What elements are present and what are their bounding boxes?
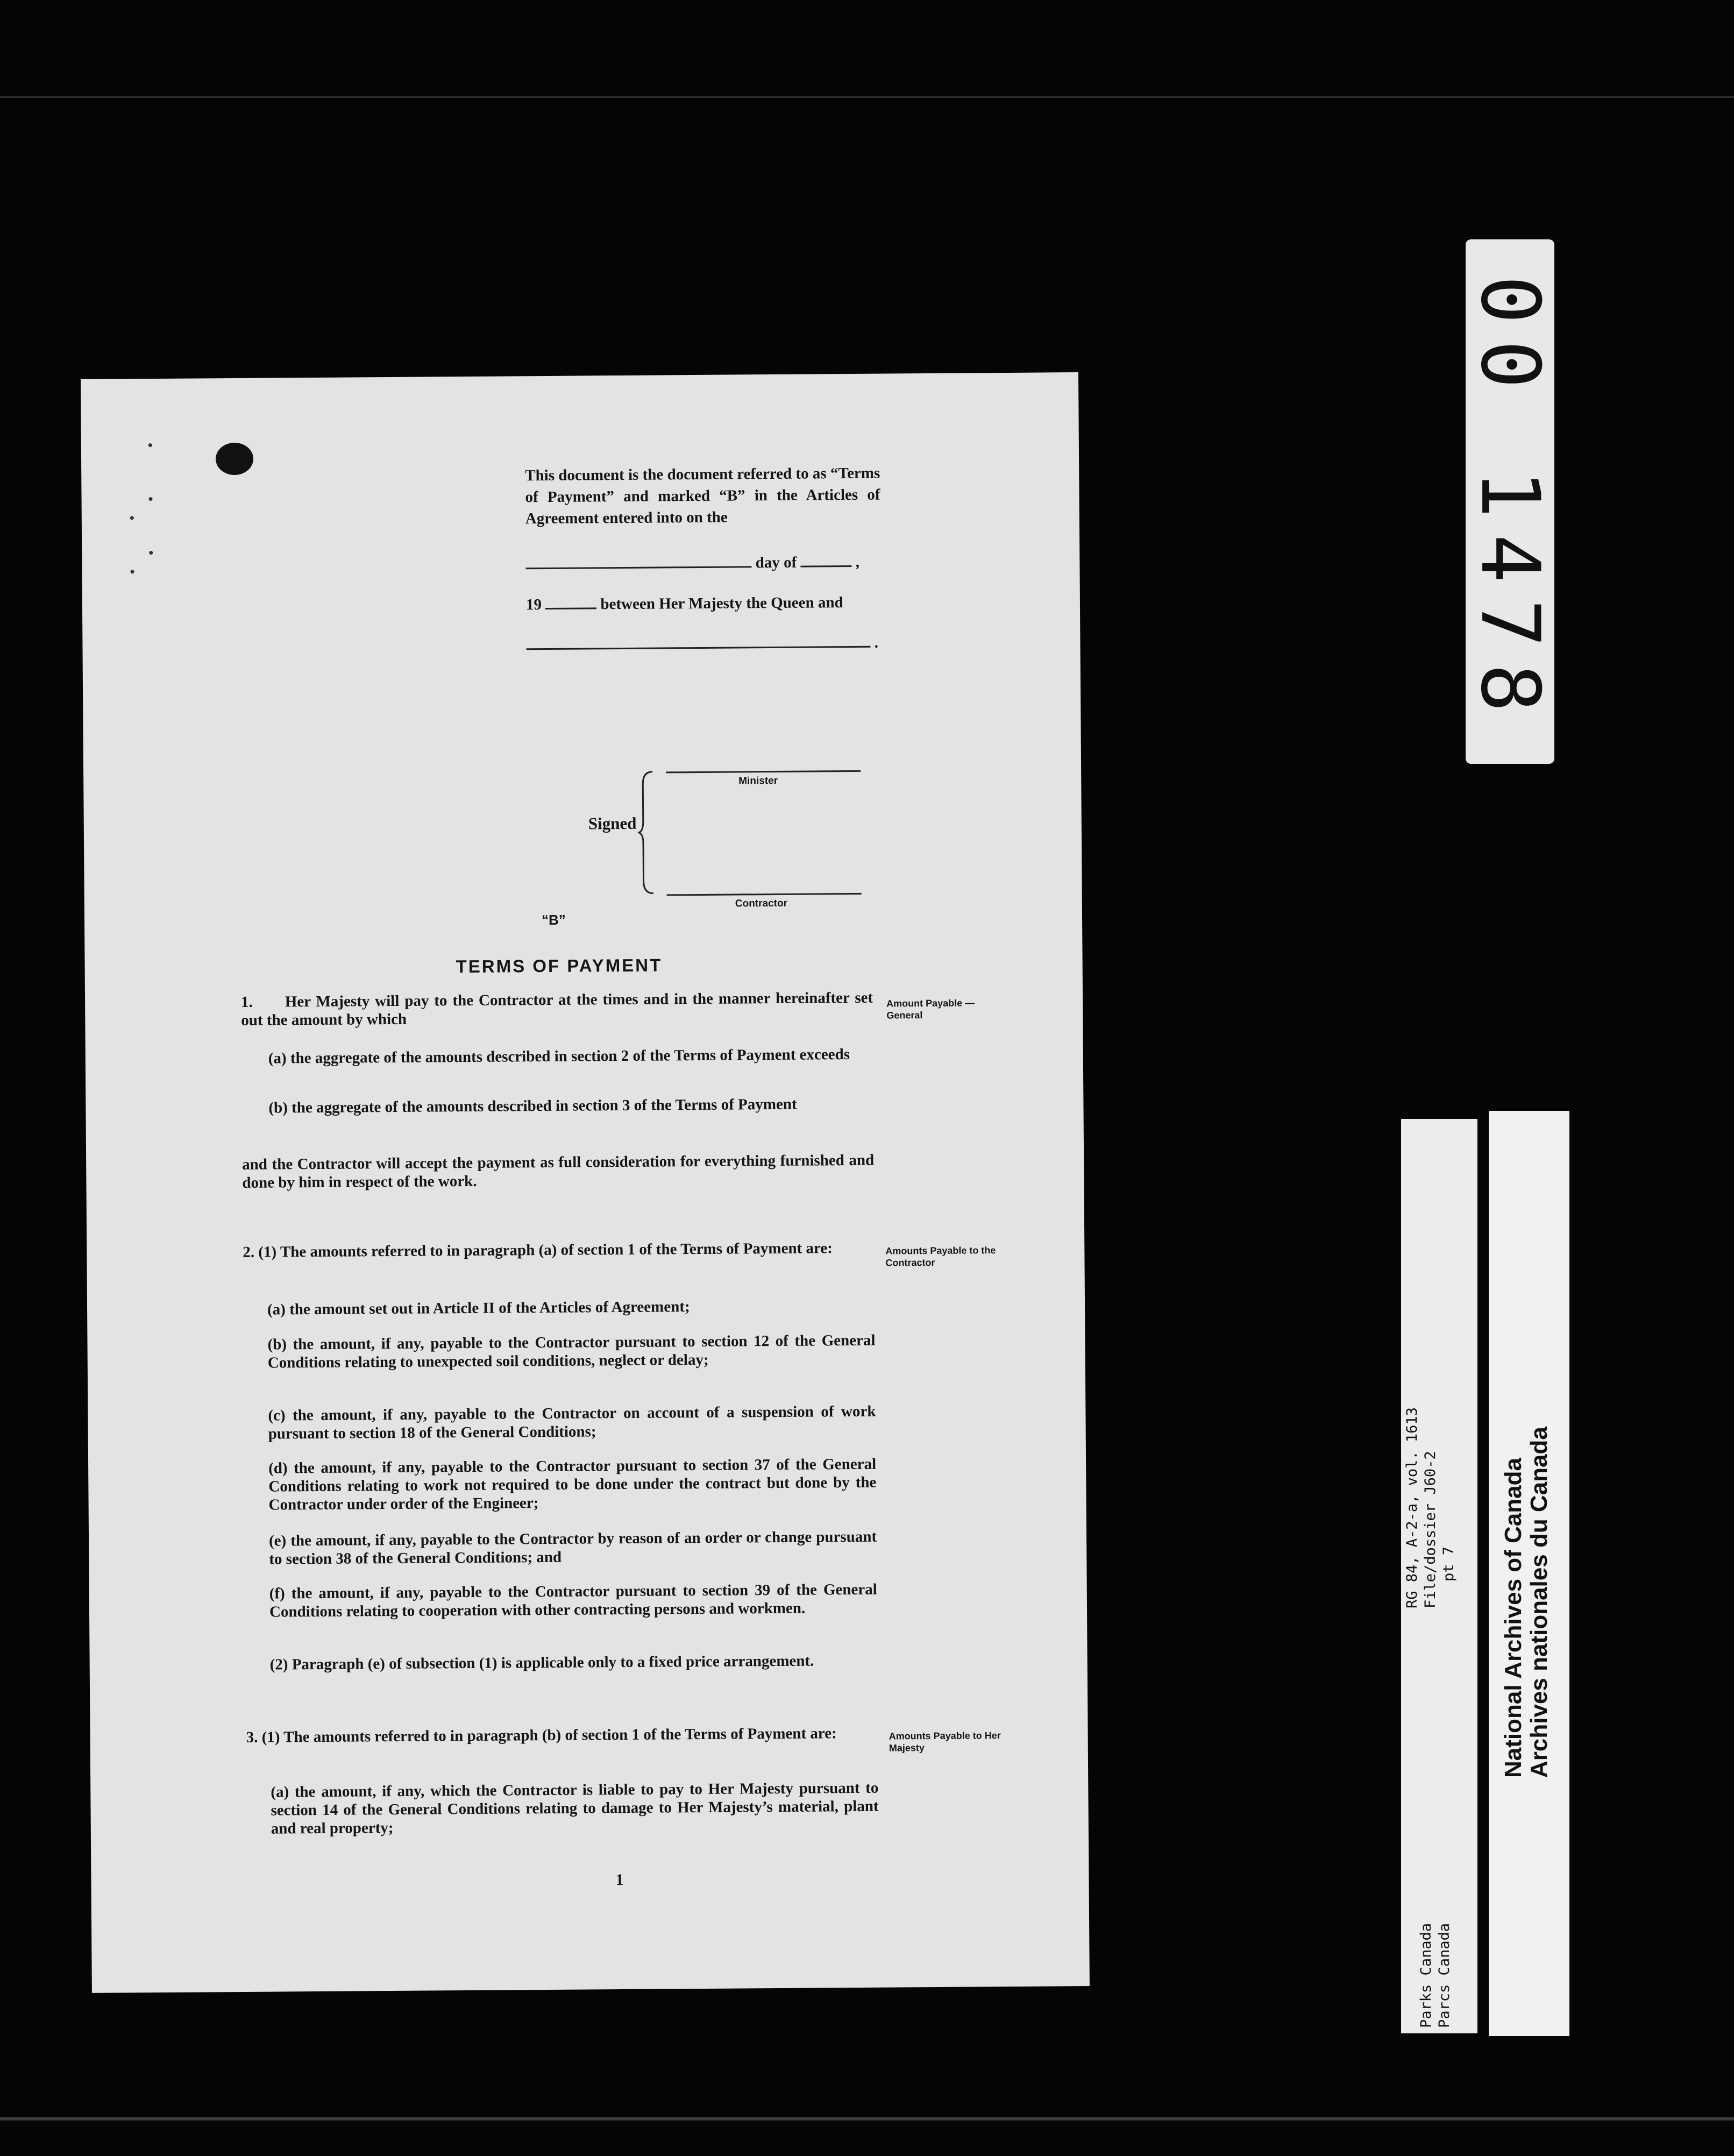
signed-label: Signed: [588, 813, 637, 833]
section-1-b: (b) the aggregate of the amounts described in section 3 of the Terms of Payment: [268, 1095, 797, 1117]
year-row: [526, 592, 843, 614]
film-top-edge: [0, 96, 1734, 98]
ink-blot: [216, 443, 253, 475]
section-3-a: (a) the amount, if any, which the Contractor is liable to pay to Her Majesty pursuant to section 14 of the General Conditions relating to damage to Her Majesty’s material, plant and real property;: [271, 1779, 879, 1838]
national-archives-label: [1489, 1111, 1569, 2036]
schedule-marker: “B”: [541, 911, 566, 928]
section-2-b: (b) the amount, if any, payable to the Contractor pursuant to section 12 of the General Conditions relating to unexpected soil conditions, neglect or delay;: [267, 1331, 876, 1372]
national-archives-block: [1501, 1427, 1552, 1778]
speck: [149, 497, 153, 501]
comma: ,: [855, 553, 860, 571]
reference-block: [1403, 1407, 1458, 1608]
section-2-subsection-2: (2) Paragraph (e) of subsection (1) is applicable only to a fixed price arrangement.: [269, 1652, 814, 1673]
archive-reference-label: [1401, 1119, 1477, 2033]
year-blank: [545, 593, 596, 609]
minister-caption: Minister: [738, 775, 778, 787]
margin-note-1: Amount Payable — General: [886, 997, 975, 1021]
parks-canada-fr: Parcs Canada: [1436, 1923, 1453, 2028]
month-blank: [800, 551, 851, 568]
section-1-text: Her Majesty will pay to the Contractor at the times and in the manner hereinafter set out the amount by which: [241, 989, 873, 1029]
national-archives-en: National Archives of Canada: [1500, 1458, 1526, 1778]
signature-brace: [637, 771, 655, 895]
film-bottom-edge: [0, 2117, 1734, 2120]
speck: [130, 570, 134, 573]
reference-line-3: pt 7: [1440, 1546, 1457, 1581]
section-1: [241, 989, 873, 1030]
document-page: [81, 372, 1090, 1993]
section-2-a: (a) the amount set out in Article II of the Articles of Agreement;: [267, 1298, 690, 1318]
party-blank: [526, 632, 870, 650]
section-2-c: (c) the amount, if any, payable to the Contractor on account of a suspension of work pursuant to section 18 of the General Conditions;: [268, 1402, 876, 1443]
reference-line-2: File/dossier J60-2: [1422, 1451, 1439, 1608]
between-text: between Her Majesty the Queen and: [600, 594, 843, 613]
margin-note-2: Amounts Payable to the Contractor: [885, 1245, 996, 1268]
page-number: 1: [615, 1871, 624, 1889]
section-2-e: (e) the amount, if any, payable to the Contractor by reason of an order or change pursuant to section 38 of the General Conditions; and: [268, 1528, 877, 1568]
speck: [149, 551, 153, 555]
section-1-number: 1.: [240, 993, 253, 1011]
day-of-label: day of: [755, 554, 797, 572]
section-2-d: (d) the amount, if any, payable to the Contractor pursuant to section 37 of the General Conditions relating to work not required to be done under the contract but done by the Contractor under order of the Engineer;: [268, 1455, 877, 1514]
section-2-f: (f) the amount, if any, payable to the Contractor pursuant to section 39 of the General Conditions relating to cooperation with other contracting persons and workmen.: [269, 1580, 877, 1621]
speck: [130, 516, 134, 520]
section-2: 2. (1) The amounts referred to in paragraph (a) of section 1 of the Terms of Payment are:: [243, 1239, 833, 1261]
parks-canada-en: Parks Canada: [1418, 1923, 1434, 2028]
section-1-tail: and the Contractor will accept the payment as full consideration for everything furnished and done by him in respect of the work.: [242, 1151, 875, 1192]
section-3: 3. (1) The amounts referred to in paragraph (b) of section 1 of the Terms of Payment are:: [246, 1725, 837, 1746]
contractor-signature-line: [667, 893, 862, 896]
minister-signature-line: [666, 770, 861, 774]
speck: [148, 443, 152, 447]
frame-number: 00 1478: [1463, 275, 1557, 728]
frame-number-strip: [1463, 239, 1557, 764]
parks-canada-block: [1417, 1923, 1454, 2028]
section-1-a: (a) the aggregate of the amounts described in section 2 of the Terms of Payment exceeds: [268, 1046, 850, 1067]
party-row: [526, 632, 878, 655]
date-blank: [525, 552, 751, 569]
intro-text: This document is the document referred to as “Terms of Payment” and marked “B” in the Articles of Agreement entered into on the: [525, 464, 880, 528]
period: .: [874, 634, 879, 651]
year-prefix: 19: [525, 596, 542, 614]
date-row: [525, 551, 859, 573]
contractor-caption: Contractor: [735, 897, 788, 910]
page-title: TERMS OF PAYMENT: [456, 955, 663, 977]
margin-note-3: Amounts Payable to Her Majesty: [889, 1730, 1001, 1754]
reference-line-1: RG 84, A-2-a, vol. 1613: [1404, 1407, 1420, 1608]
national-archives-fr: Archives nationales du Canada: [1526, 1427, 1552, 1778]
